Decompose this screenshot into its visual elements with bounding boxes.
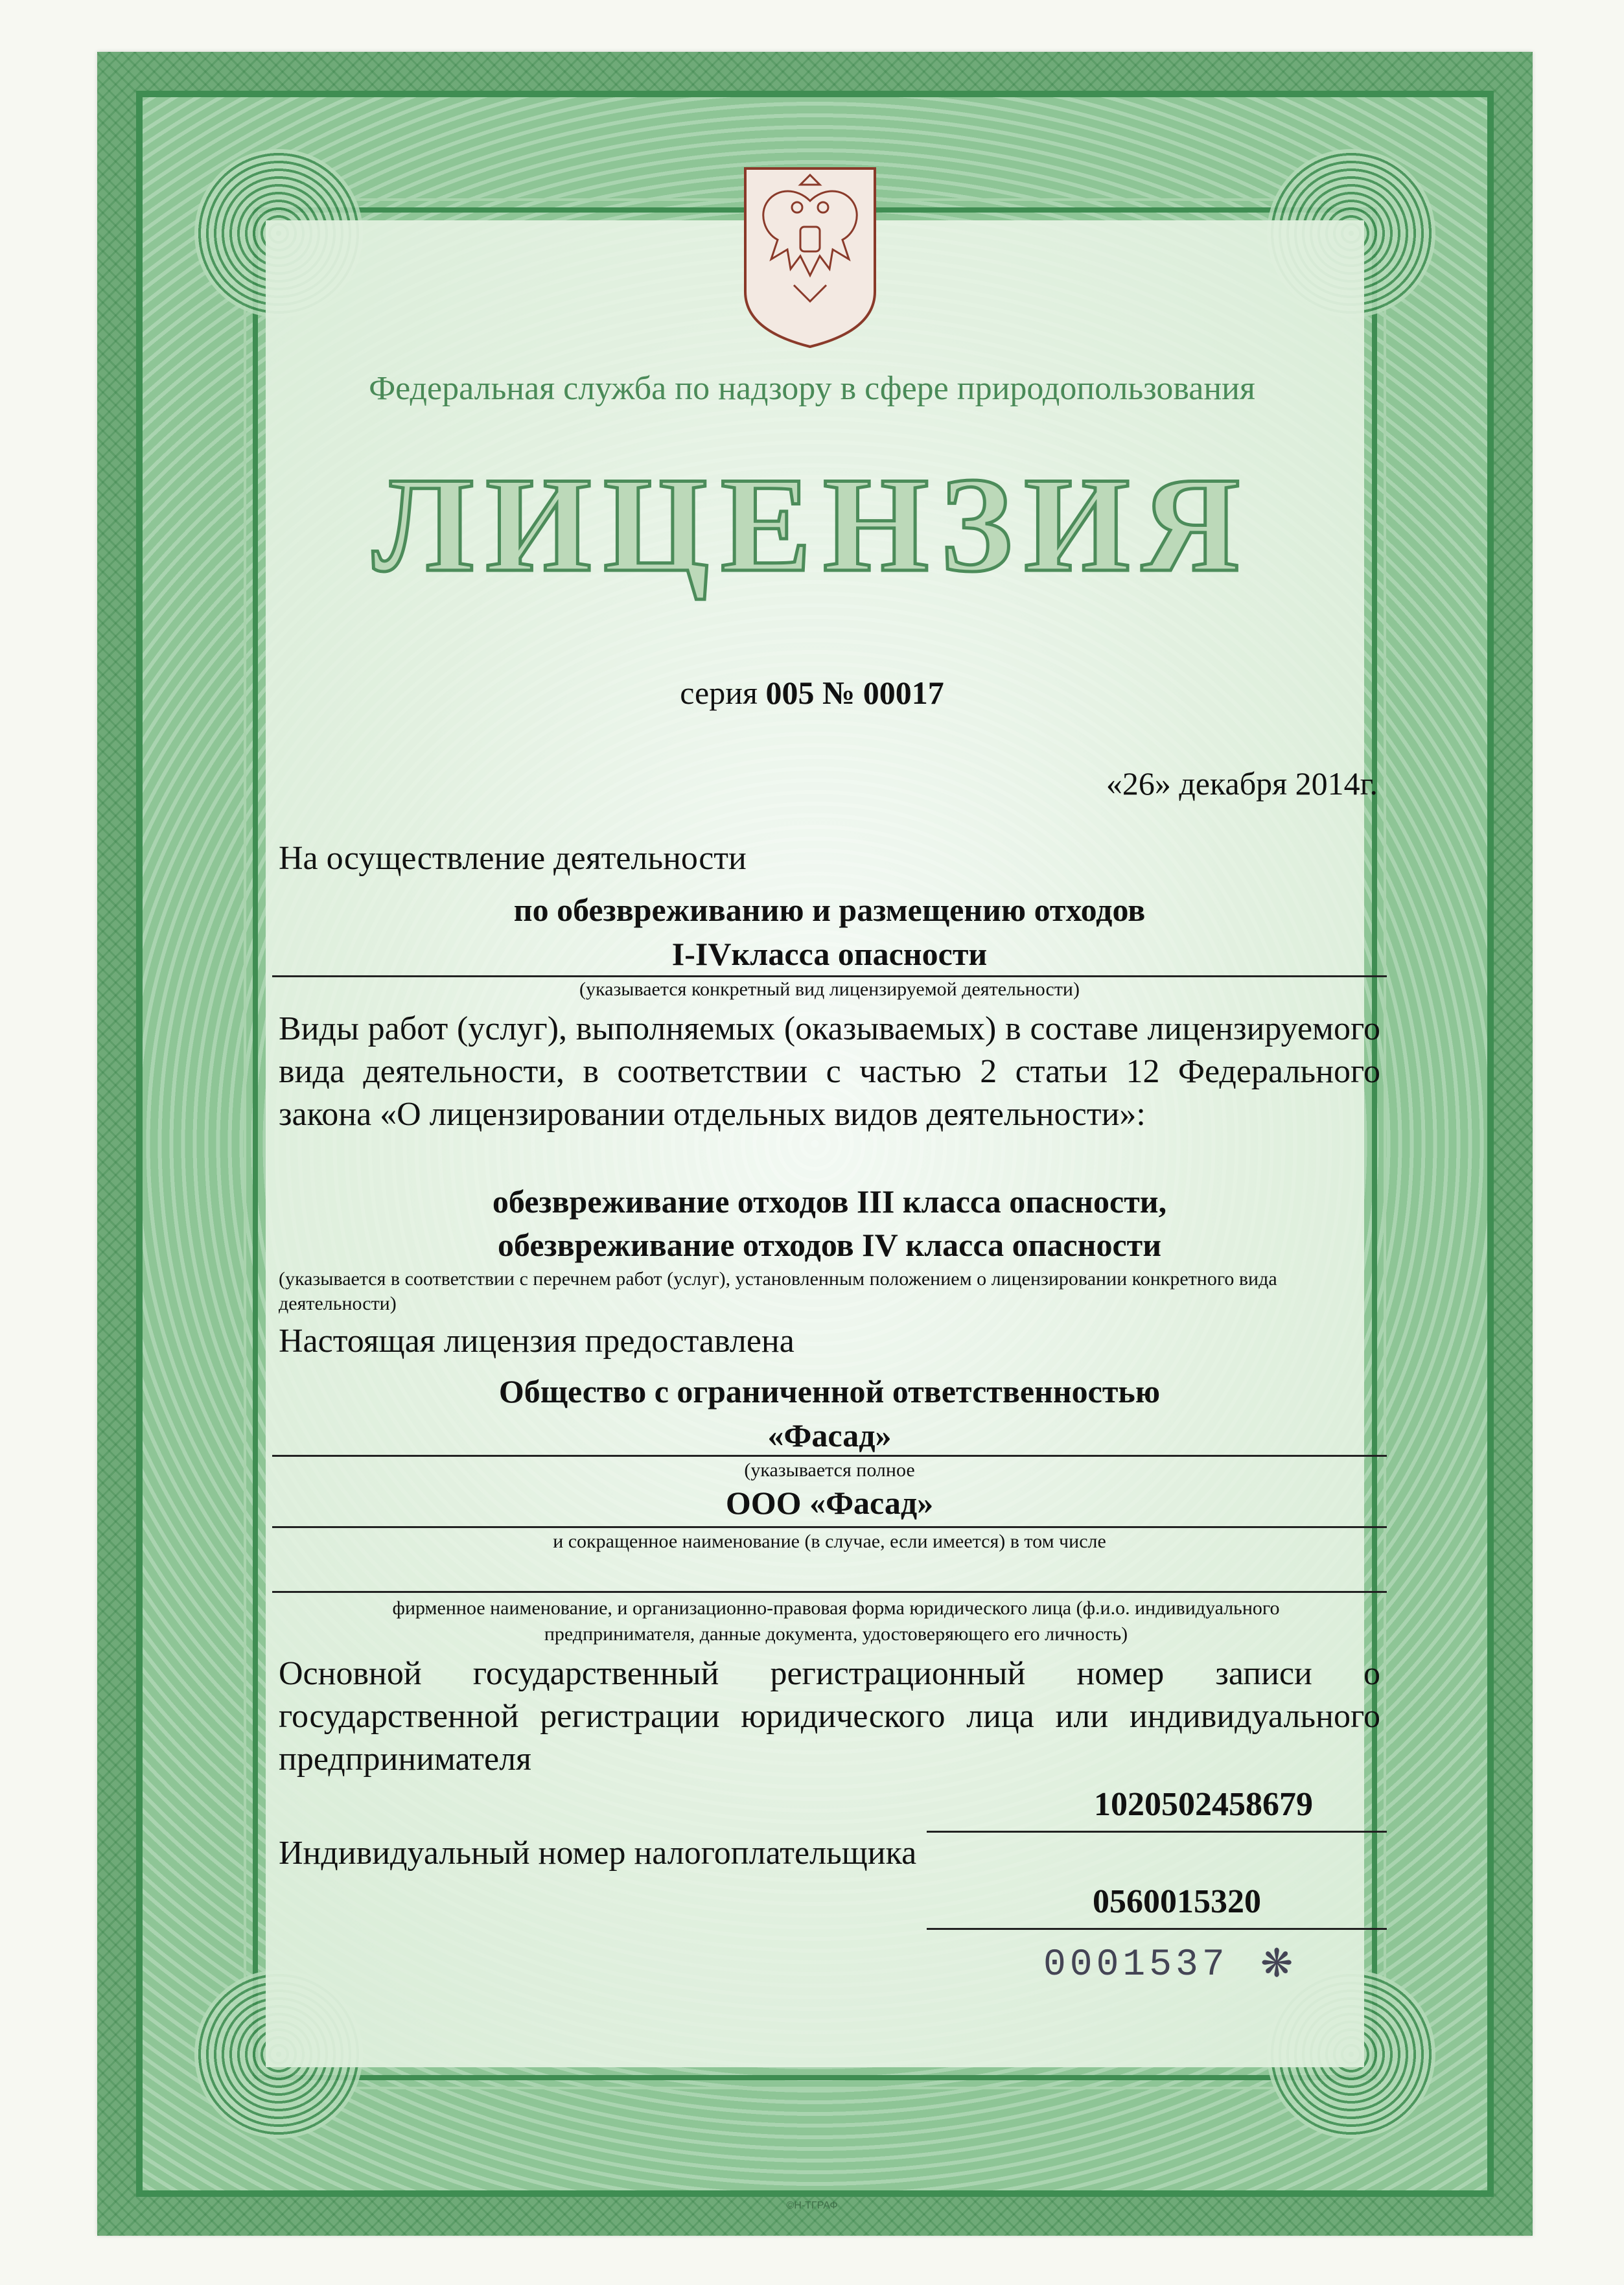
holder-hint-full: (указывается полное (744, 1459, 915, 1481)
works-paragraph: Виды работ (услуг), выполняемых (оказываемых) в составе лицензируемого вида деятельности, в соответствии с частью 2 статьи 12 Федерального закона «О лицензировании отдельных видов деятельности»: (279, 1010, 1380, 1133)
works-value-line1: обезвреживание отходов III класса опасности, (492, 1183, 1167, 1220)
issuer-name: Федеральная служба по надзору в сфере природопользования (369, 370, 1255, 407)
document-title: ЛИЦЕНЗИЯ (372, 450, 1252, 600)
underline (272, 1455, 1387, 1457)
blank-serial-number: 0001537 (1043, 1944, 1229, 1986)
underline (927, 1928, 1387, 1930)
inn-value: 0560015320 (1093, 1883, 1261, 1920)
series-number-line (0, 674, 1624, 712)
underline (927, 1831, 1387, 1833)
activity-label: На осуществление деятельности (279, 840, 747, 877)
underline (272, 1526, 1387, 1528)
series-value: 005 (765, 675, 815, 711)
holder-hint-legal-form: фирменное наименование, и организационно-правовая форма юридического лица (ф.и.о. индивидуального предпринимателя, данные документа, удостоверяющего его личность) (392, 1597, 1280, 1645)
activity-value-line2: I-IVкласса опасности (671, 936, 988, 972)
issue-date: «26» декабря 2014г. (1106, 765, 1378, 802)
license-number: 00017 (863, 675, 944, 711)
holder-full-name-line2: «Фасад» (767, 1417, 892, 1454)
holder-label: Настоящая лицензия предоставлена (279, 1323, 795, 1360)
holder-hint-short: и сокращенное наименование (в случае, если имеется) в том числе (553, 1531, 1106, 1552)
snowflake-icon: ❋ (1260, 1942, 1293, 1985)
printer-mark: ©Н-ТГРАФ (786, 2200, 838, 2211)
underline (272, 1591, 1387, 1593)
underline (272, 975, 1387, 977)
series-label: серия (680, 675, 758, 711)
number-sign: № (822, 675, 855, 711)
coat-of-arms-icon (739, 162, 881, 350)
works-hint: (указывается в соответствии с перечнем работ (услуг), установленным положением о лицензировании конкретного вида деятельности) (279, 1268, 1277, 1314)
ogrn-paragraph: Основной государственный регистрационный номер записи о государственной регистрации юридического лица или индивидуального предпринимателя (279, 1655, 1380, 1778)
inn-label: Индивидуальный номер налогоплательщика (279, 1835, 917, 1872)
holder-full-name-line1: Общество с ограниченной ответственностью (498, 1373, 1161, 1409)
works-value-line2: обезвреживание отходов IV класса опасности (498, 1227, 1161, 1263)
holder-short-name: ООО «Фасад» (725, 1485, 934, 1521)
ogrn-value: 1020502458679 (1094, 1786, 1313, 1823)
activity-hint: (указывается конкретный вид лицензируемой деятельности) (579, 979, 1080, 1000)
activity-value-line1: по обезвреживанию и размещению отходов (513, 892, 1146, 928)
